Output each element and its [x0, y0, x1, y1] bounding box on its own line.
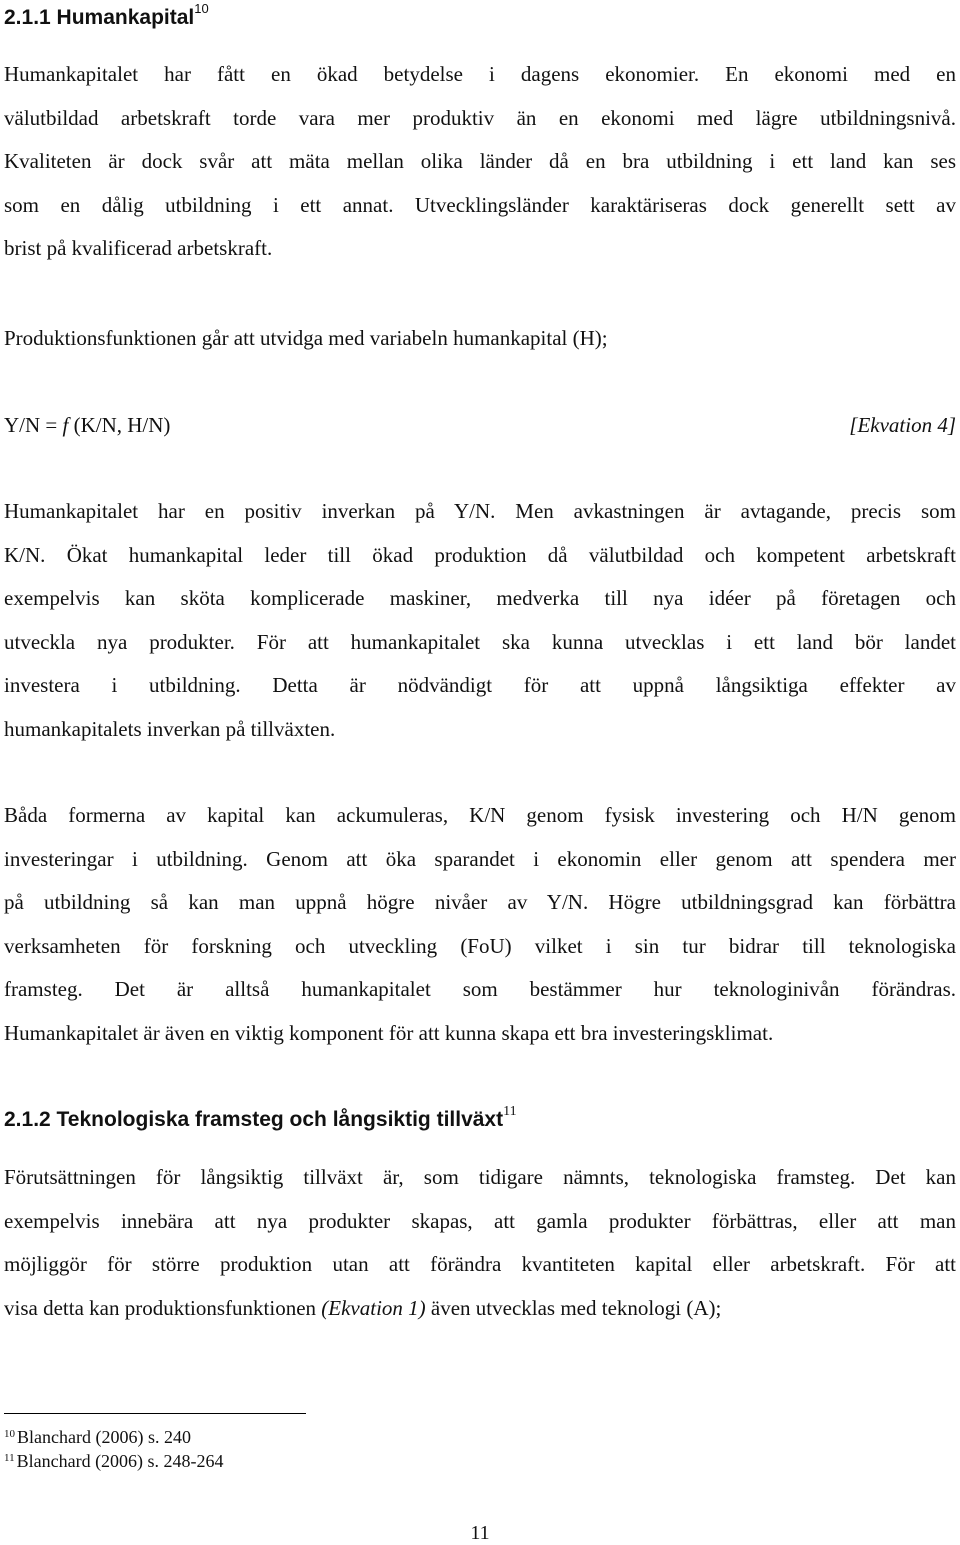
text-line: Humankapitalet har fått en ökad betydelse i dagens ekonomier. En ekonomi med en: [4, 62, 956, 86]
footnote-ref: 10: [194, 1, 209, 16]
text-line: framsteg. Det är alltså humankapitalet som bestämmer hur teknologinivån förändras.: [4, 977, 956, 1002]
paragraph-capital-accumulation: [4, 794, 956, 1056]
footnote-divider: [4, 1413, 306, 1414]
text-line: exempelvis kan sköta komplicerade maskiner, medverka till nya idéer på företagen och: [4, 586, 956, 611]
text-line: K/N. Ökat humankapital leder till ökad produktion då välutbildad och kompetent arbetskraft: [4, 542, 956, 567]
text-line: Kvaliteten är dock svår att mäta mellan olika länder då en bra utbildning i ett land kan ses: [4, 149, 956, 174]
footnote-number: 11: [4, 1452, 15, 1464]
text-line: som en dålig utbildning i ett annat. Utvecklingsländer karaktäriseras dock generellt sett av: [4, 192, 956, 217]
text-line: visa detta kan produktionsfunktionen (Ekvation 1) även utvecklas med teknologi (A);: [4, 1295, 722, 1320]
section-heading-teknologiska-framsteg: 2.1.2 Teknologiska framsteg och långsiktig tillväxt$^{11}$: [4, 1104, 517, 1131]
text-line: välutbildad arbetskraft torde vara mer produktiv än en ekonomi med lägre utbildningsnivå.: [4, 105, 956, 130]
text-line: verksamheten för forskning och utveckling (FoU) vilket i sin tur bidrar till teknologiska: [4, 933, 956, 958]
footnote-10: [4, 1426, 191, 1451]
text-line: Produktionsfunktionen går att utvidga med variabeln humankapital (H);: [4, 326, 608, 350]
equation-expression: Y/N = f (K/N, H/N): [4, 413, 171, 437]
paragraph-humankapital-intro: [4, 53, 956, 271]
text-line: investera i utbildning. Detta är nödvändigt för att uppnå långsiktiga effekter av: [4, 673, 956, 698]
footnote-ref: 11: [503, 1104, 517, 1119]
text-line: möjliggör för större produktion utan att förändra kvantiteten kapital eller arbetskraft. För att: [4, 1252, 956, 1277]
footnote-11: [4, 1450, 224, 1475]
section-heading-humankapital: 2.1.1 Humankapital$^{10}$: [4, 1, 209, 29]
text-line: på utbildning så kan man uppnå högre nivåer av Y/N. Högre utbildningsgrad kan förbättra: [4, 890, 956, 915]
text-line: Humankapitalet är även en viktig komponent för att kunna skapa ett bra investeringsklimat.: [4, 1020, 774, 1045]
text-line: brist på kvalificerad arbetskraft.: [4, 236, 273, 261]
text-line: Humankapitalet har en positiv inverkan på Y/N. Men avkastningen är avtagande, precis som: [4, 499, 956, 523]
footnote-text: Blanchard (2006) s. 240: [17, 1427, 191, 1447]
text-line: utveckla nya produkter. För att humankapitalet ska kunna utvecklas i ett land bör landet: [4, 629, 956, 654]
equation-label: [Ekvation 4]: [849, 413, 956, 437]
text-line: Båda formerna av kapital kan ackumuleras, K/N genom fysisk investering och H/N genom: [4, 803, 956, 827]
text-line: humankapitalets inverkan på tillväxten.: [4, 716, 336, 741]
text-line: exempelvis innebära att nya produkter skapas, att gamla produkter förbättras, eller att man: [4, 1208, 956, 1233]
equation-reference: (Ekvation 1): [321, 1295, 426, 1320]
text-line: Förutsättningen för långsiktig tillväxt är, som tidigare nämnts, teknologiska framsteg. Det kan: [4, 1165, 956, 1189]
paragraph-human-capital-effect: [4, 490, 956, 752]
footnote-number: 10: [4, 1428, 15, 1440]
text-line: investeringar i utbildning. Genom att öka sparandet i ekonomin eller genom att spendera mer: [4, 846, 956, 871]
paragraph-production-function: [4, 317, 956, 361]
footnote-text: Blanchard (2006) s. 248-264: [16, 1451, 224, 1471]
page-number: 11: [470, 1522, 490, 1544]
paragraph-technological-progress: [4, 1156, 956, 1330]
